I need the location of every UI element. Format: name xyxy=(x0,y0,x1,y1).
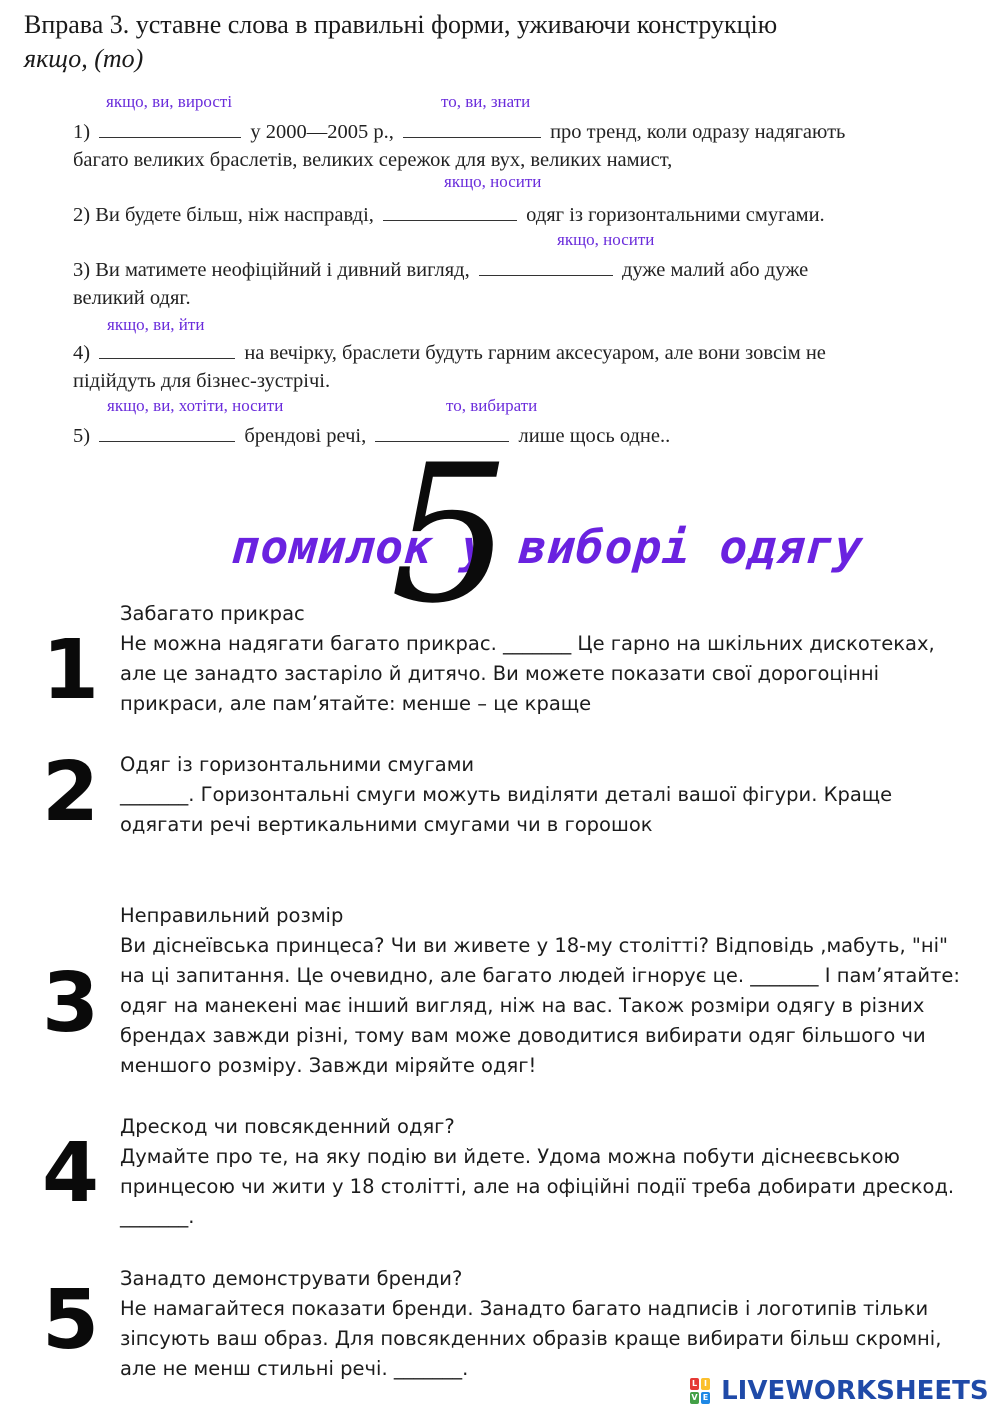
sentence-3-part-a: 3) Ви матимете неофіційний і дивний вигляд, xyxy=(73,259,470,281)
sentence-2 xyxy=(73,201,825,229)
hint-5a: якщо, ви, хотіти, носити xyxy=(107,396,284,415)
item-5 xyxy=(120,1264,970,1384)
sentence-5-part-a: брендові речі, xyxy=(244,425,367,447)
item-3 xyxy=(120,901,970,1081)
sentence-1-part-b: про тренд, коли одразу надягають xyxy=(550,121,846,143)
item-3-title: Неправильний розмір xyxy=(120,904,344,927)
big-number-five: 5 xyxy=(390,424,511,645)
sentence-5-number: 5) xyxy=(73,425,91,447)
answer-blank-3[interactable] xyxy=(479,257,613,276)
sentence-4-line-2: підійдуть для бізнес-зустрічі. xyxy=(73,370,331,392)
item-1-line-3: прикраси, але пам’ятайте: менше – це краще xyxy=(120,692,592,715)
item-number-4: 4 xyxy=(42,1126,100,1221)
item-4-line-2: принцесою чи жити у 18 столітті, але на офіційні події треба добирати дрескод. xyxy=(120,1175,955,1198)
item-2-line-2: одягати речі вертикальними смугами чи в горошок xyxy=(120,813,653,836)
item-4-line-1: Думайте про те, на яку подію ви йдете. Удома можна побути діснеєвською xyxy=(120,1145,900,1168)
item-5-line-3: але не менш стильні речі. _______. xyxy=(120,1357,469,1380)
liveworksheets-logo-icon xyxy=(690,1377,712,1405)
hint-2: якщо, носити xyxy=(444,172,542,191)
item-2-title: Одяг із горизонтальними смугами xyxy=(120,753,475,776)
hint-5b: то, вибирати xyxy=(446,396,538,415)
exercise-title xyxy=(24,8,777,76)
sentence-2-part-a: 2) Ви будете більш, ніж насправді, xyxy=(73,204,374,226)
answer-blank-1a[interactable] xyxy=(99,119,241,138)
item-4-line-3: _______. xyxy=(120,1205,195,1228)
item-2 xyxy=(120,750,970,840)
sentence-3 xyxy=(73,256,808,284)
answer-blank-2[interactable] xyxy=(383,202,517,221)
logo-letter-v: V xyxy=(691,1393,698,1402)
item-number-3: 3 xyxy=(42,956,100,1051)
sentence-1-line-2: багато великих браслетів, великих сережок для вух, великих намист, xyxy=(73,149,673,171)
sentence-1-number: 1) xyxy=(73,121,91,143)
exercise-title-main: Вправа 3. уставне слова в правильні форми, уживаючи конструкцію xyxy=(24,10,778,39)
sentence-2-part-b: одяг із горизонтальними смугами. xyxy=(526,204,825,226)
sentence-5 xyxy=(73,422,670,450)
item-5-line-1: Не намагайтеся показати бренди. Занадто багато надписів і логотипів тільки xyxy=(120,1297,929,1320)
item-1-line-2: але це занадто застаріло й дитячо. Ви можете показати свої дорогоцінні xyxy=(120,662,879,685)
logo-letter-i: I xyxy=(701,1378,710,1390)
sentence-3-part-b: дуже малий або дуже xyxy=(621,259,809,281)
answer-blank-4[interactable] xyxy=(99,340,235,359)
logo-letter-e: E xyxy=(702,1393,709,1402)
item-3-line-3: одяг на манекені має інший вигляд, ніж на вас. Також розміри одягу в різних xyxy=(120,994,925,1017)
item-4-title: Дрескод чи повсякденний одяг? xyxy=(120,1115,455,1138)
item-2-line-1: _______. Горизонтальні смуги можуть виділяти деталі вашої фігури. Краще xyxy=(120,783,893,806)
item-1-line-1: Не можна надягати багато прикрас. _______ Це гарно на шкільних дискотеках, xyxy=(120,632,935,655)
item-5-title: Занадто демонструвати бренди? xyxy=(120,1267,463,1290)
item-5-line-2: зіпсують ваш образ. Для повсякденних образів краще вибирати більш скромні, xyxy=(120,1327,942,1350)
hint-1a: якщо, ви, виростi xyxy=(106,92,233,111)
section-heading: помилок у виборі одягу xyxy=(230,520,866,574)
answer-blank-1b[interactable] xyxy=(403,119,541,138)
item-3-line-1: Ви діснеївська принцеса? Чи ви живете у 18-му столітті? Відповідь ,мабуть, "ні" xyxy=(120,934,949,957)
sentence-5-part-b: лише щось одне.. xyxy=(518,425,671,447)
item-4 xyxy=(120,1112,970,1232)
sentence-1 xyxy=(73,118,845,146)
sentence-4-part-a: на вечірку, браслети будуть гарним аксесуаром, але вони зовсім не xyxy=(244,342,826,364)
sentence-4 xyxy=(73,339,826,367)
item-number-5: 5 xyxy=(42,1273,100,1368)
hint-3: якщо, носити xyxy=(557,230,655,249)
item-number-2: 2 xyxy=(42,745,100,840)
item-3-line-2: на ці запитання. Це очевидно, але багато людей ігнорує це. _______ І пам’ятайте: xyxy=(120,964,960,987)
sentence-1-part-a: у 2000—2005 р., xyxy=(250,121,394,143)
sentence-4-number: 4) xyxy=(73,342,91,364)
item-1-title: Забагато прикрас xyxy=(120,602,305,625)
item-number-1: 1 xyxy=(42,623,100,718)
hint-4: якщо, ви, йти xyxy=(107,315,205,334)
liveworksheets-wordmark: LIVEWORKSHEETS xyxy=(721,1376,989,1406)
item-1 xyxy=(120,599,970,719)
item-3-line-5: меншого розміру. Завжди міряйте одяг! xyxy=(120,1054,537,1077)
liveworksheets-brand[interactable] xyxy=(690,1376,989,1406)
sentence-3-line-2: великий одяг. xyxy=(73,287,191,309)
hint-1b: то, ви, знати xyxy=(441,92,531,111)
item-3-line-4: брендах завжди різні, тому вам може доводитися вибирати одяг більшого чи xyxy=(120,1024,926,1047)
exercise-title-italic: якщо, (то) xyxy=(24,44,144,73)
logo-letter-l: L xyxy=(691,1379,698,1388)
answer-blank-5a[interactable] xyxy=(99,423,235,442)
